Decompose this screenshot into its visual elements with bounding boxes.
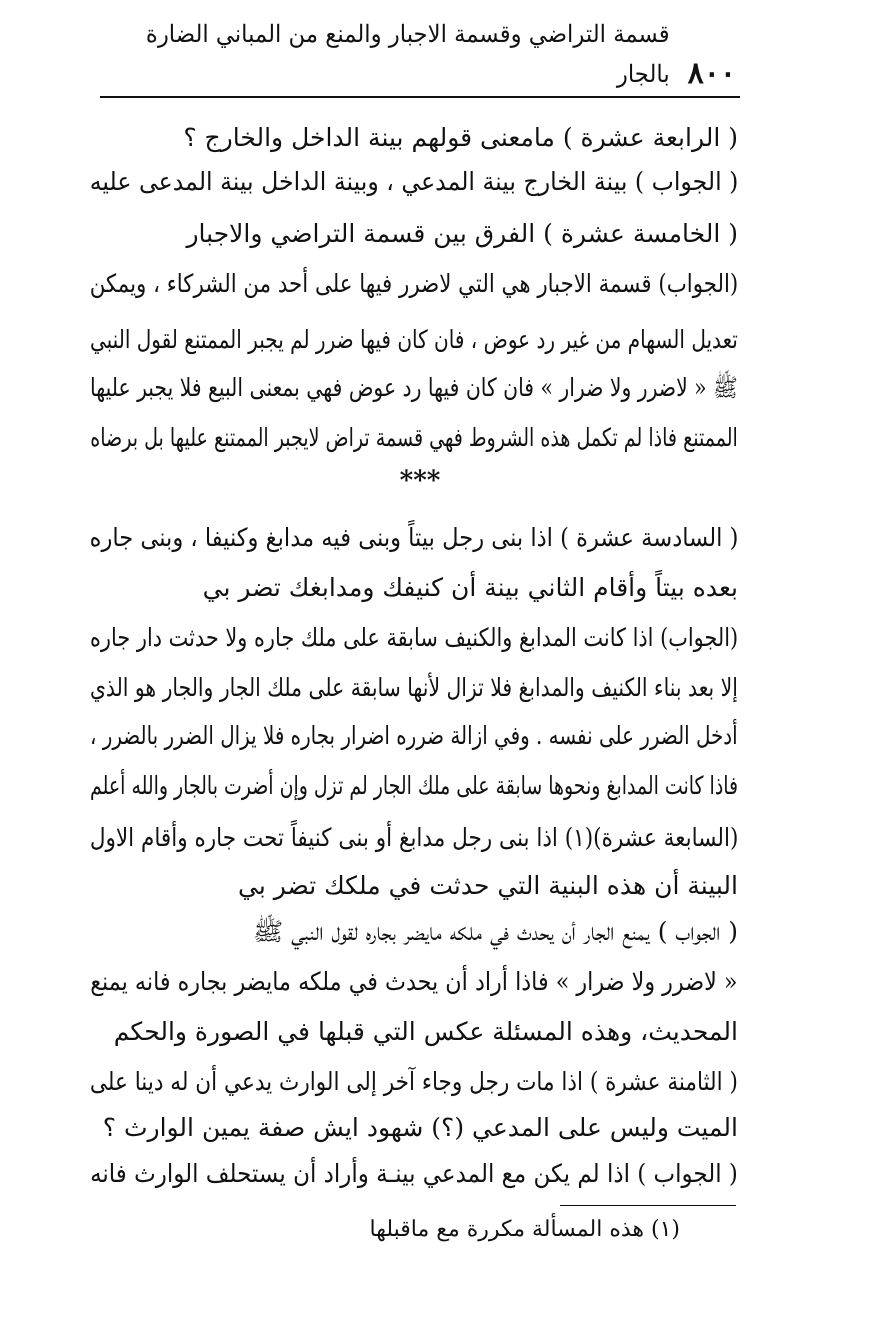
text-line: ( الجواب ) يمنع الجار أن يحدث في ملكه مايضر بجاره لقول النبي ﷺ [253,917,738,946]
text-line: إلا بعد بناء الكنيف والمدابغ فلا تزال لأنها سابقة على ملك الجار والجار هو الذي [90,673,738,702]
header-rule [100,96,740,98]
text-line: ﷺ « لاضرر ولا ضرار » فان كان فيها رد عوض فهي بمعنى البيع فلا يجبر عليها [90,373,738,402]
running-title: قسمة التراضي وقسمة الاجبار والمنع من المباني الضارة بالجار [145,20,670,88]
footnote: (١) هذه المسألة مكررة مع ماقبلها [369,1217,680,1242]
footnote-rule [560,1205,736,1206]
text-line: (الجواب) قسمة الاجبار هي التي لاضرر فيها على أحد من الشركاء ، ويمكن [89,269,738,298]
text-line: (الجواب) اذا كانت المدابغ والكنيف سابقة على ملك جاره ولا حدثت دار جاره [89,623,738,652]
text-line: (السابعة عشرة)(١) اذا بنى رجل مدابغ أو بنى كنيفاً تحت جاره وأقام الاول [89,823,738,852]
text-line: فاذا كانت المدابغ ونحوها سابقة على ملك الجار لم تزل وإن أضرت بالجار والله أعلم [89,771,738,800]
text-line: أدخل الضرر على نفسه . وفي ازالة ضرره اضرار بجاره فلا يزال الضرر بالضرر ، [90,721,738,750]
text-line: تعديل السهام من غير رد عوض ، فان كان فيها ضرر لم يجبر الممتنع لقول النبي [90,325,738,354]
section-separator: *** [399,466,441,496]
text-line: « لاضرر ولا ضرار » فاذا أراد أن يحدث في ملكه مايضر بجاره فانه يمنع [90,967,738,996]
text-line: ( السادسة عشرة ) اذا بنى رجل بيتاً وبنى فيه مدابغ وكنيفا ، وبنى جاره [89,523,738,552]
page-number: ٨٠٠ [687,56,736,91]
page-header [100,20,736,94]
text-line: المحديث، وهذه المسئلة عكس التي قبلها في الصورة والحكم [113,1017,738,1046]
text-line: ( الثامنة عشرة ) اذا مات رجل وجاء آخر إلى الوارث يدعي أن له دينا على [89,1067,738,1096]
text-line: الممتنع فاذا لم تكمل هذه الشروط فهي قسمة تراض لايجبر الممتنع عليها بل برضاه [90,423,738,452]
text-line: الميت وليس على المدعي (؟) شهود ايش صفة يمين الوارث ؟ [102,1113,738,1142]
text-line: بعده بيتاً وأقام الثاني بينة أن كنيفك ومدابغك تضر بي [202,573,738,602]
text-line: ( الخامسة عشرة ) الفرق بين قسمة التراضي والاجبار [186,219,738,248]
text-line: ( الرابعة عشرة ) مامعنى قولهم بينة الداخل والخارج ؟ [183,123,738,152]
text-line: ( الجواب ) اذا لم يكن مع المدعي بينـة وأراد أن يستحلف الوارث فانه [90,1159,738,1188]
text-line: البينة أن هذه البنية التي حدثت في ملكك تضر بي [237,871,738,900]
text-line: ( الجواب ) بينة الخارج بينة المدعي ، وبينة الداخل بينة المدعى عليه [89,167,738,196]
